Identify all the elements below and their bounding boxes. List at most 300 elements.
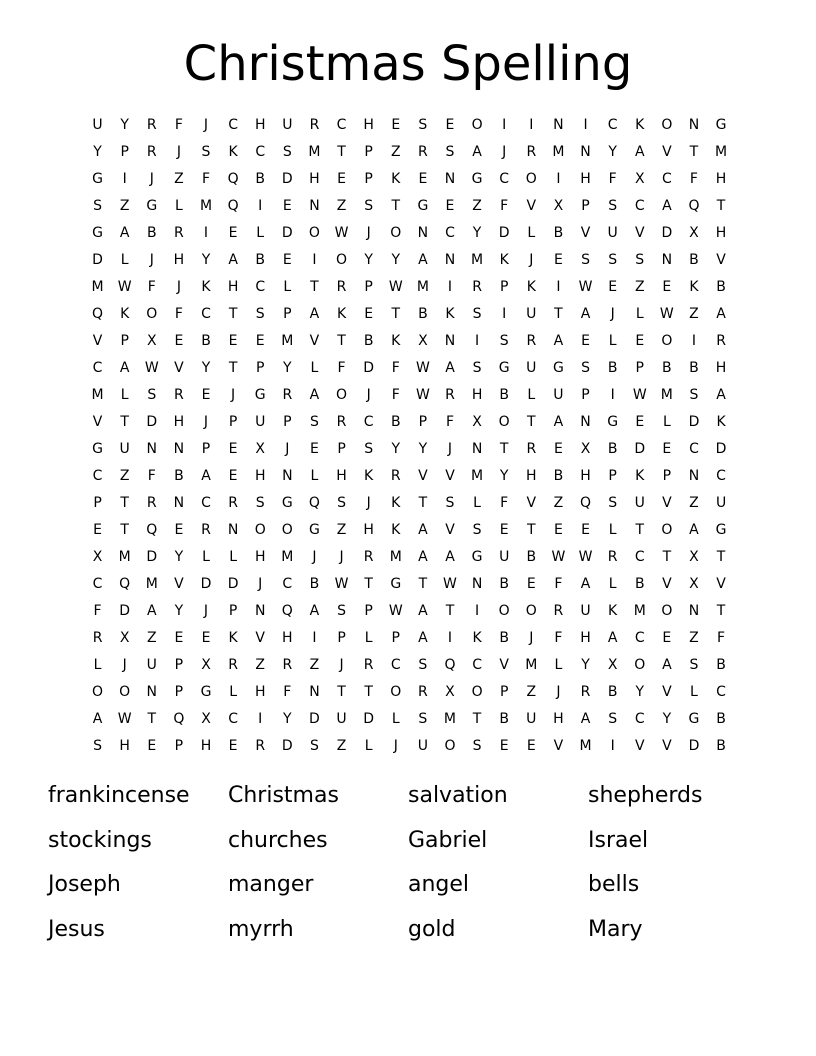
grid-cell[interactable]: G	[607, 414, 619, 430]
grid-cell[interactable]: J	[203, 117, 209, 133]
grid-cell[interactable]: H	[580, 171, 591, 187]
grid-cell[interactable]: V	[716, 252, 726, 268]
grid-cell[interactable]: G	[200, 684, 212, 700]
grid-cell[interactable]: A	[201, 468, 211, 484]
grid-cell[interactable]: M	[91, 279, 104, 295]
grid-cell[interactable]: S	[472, 522, 482, 538]
grid-cell[interactable]: Y	[472, 225, 482, 241]
grid-cell[interactable]: E	[526, 738, 536, 754]
grid-cell[interactable]: C	[201, 306, 211, 322]
grid-cell[interactable]: O	[498, 414, 510, 430]
grid-cell[interactable]: S	[418, 117, 428, 133]
grid-cell[interactable]: R	[363, 549, 374, 565]
grid-cell[interactable]: B	[553, 225, 564, 241]
grid-cell[interactable]: K	[445, 306, 455, 322]
grid-cell[interactable]: A	[607, 630, 618, 646]
grid-cell[interactable]: B	[201, 333, 211, 349]
grid-cell[interactable]: L	[120, 387, 129, 403]
grid-cell[interactable]: H	[282, 630, 293, 646]
grid-cell[interactable]: V	[309, 333, 320, 349]
grid-cell[interactable]: H	[580, 468, 591, 484]
grid-cell[interactable]: L	[608, 576, 617, 592]
grid-cell[interactable]: J	[447, 441, 453, 457]
grid-cell[interactable]: C	[390, 657, 401, 673]
grid-cell[interactable]: O	[254, 522, 266, 538]
grid-cell[interactable]: W	[443, 576, 457, 592]
grid-cell[interactable]: K	[364, 468, 374, 484]
grid-cell[interactable]: B	[689, 360, 699, 376]
grid-cell[interactable]: X	[472, 414, 482, 430]
grid-cell[interactable]: T	[120, 495, 129, 511]
grid-cell[interactable]: Y	[364, 252, 373, 268]
grid-cell[interactable]: J	[366, 225, 371, 241]
grid-cell[interactable]: L	[310, 360, 319, 376]
grid-cell[interactable]: T	[445, 603, 455, 619]
grid-cell[interactable]: B	[499, 630, 509, 646]
grid-cell[interactable]: J	[285, 441, 290, 457]
grid-cell[interactable]: U	[255, 414, 266, 430]
grid-cell[interactable]: D	[661, 225, 673, 241]
grid-cell[interactable]: G	[417, 198, 429, 214]
grid-cell[interactable]: R	[282, 387, 293, 403]
grid-cell[interactable]: R	[146, 495, 157, 511]
grid-cell[interactable]: V	[553, 738, 564, 754]
grid-cell[interactable]: I	[475, 603, 480, 619]
grid-cell[interactable]: T	[716, 198, 726, 214]
grid-cell[interactable]: E	[228, 333, 238, 349]
grid-cell[interactable]: P	[283, 306, 292, 322]
grid-cell[interactable]: D	[200, 576, 212, 592]
grid-cell[interactable]: O	[119, 684, 131, 700]
grid-cell[interactable]: K	[391, 171, 401, 187]
grid-cell[interactable]: G	[390, 576, 402, 592]
grid-cell[interactable]: O	[661, 603, 673, 619]
grid-cell[interactable]: D	[688, 414, 700, 430]
grid-cell[interactable]: A	[662, 198, 672, 214]
grid-cell[interactable]: I	[312, 252, 317, 268]
grid-cell[interactable]: F	[500, 198, 509, 214]
grid-cell[interactable]: J	[203, 414, 209, 430]
grid-cell[interactable]: W	[388, 603, 403, 619]
grid-cell[interactable]: Y	[499, 468, 509, 484]
grid-cell[interactable]: C	[255, 144, 266, 160]
grid-cell[interactable]: W	[578, 549, 593, 565]
grid-cell[interactable]: S	[282, 144, 292, 160]
grid-cell[interactable]: K	[526, 279, 536, 295]
grid-cell[interactable]: E	[391, 117, 401, 133]
grid-cell[interactable]: L	[690, 684, 698, 700]
grid-cell[interactable]: D	[634, 441, 646, 457]
grid-cell[interactable]: P	[337, 441, 346, 457]
grid-cell[interactable]: L	[527, 225, 536, 241]
grid-cell[interactable]: Z	[336, 522, 347, 538]
grid-cell[interactable]: T	[337, 684, 346, 700]
grid-cell[interactable]: C	[363, 414, 374, 430]
grid-cell[interactable]: R	[146, 144, 157, 160]
grid-cell[interactable]: S	[337, 603, 346, 619]
grid-cell[interactable]: J	[176, 144, 181, 160]
grid-cell[interactable]: V	[418, 468, 428, 484]
grid-cell[interactable]: G	[471, 171, 483, 187]
grid-cell[interactable]: A	[309, 306, 320, 322]
grid-cell[interactable]: B	[363, 333, 374, 349]
grid-cell[interactable]: G	[498, 360, 510, 376]
grid-cell[interactable]: Y	[391, 441, 401, 457]
grid-cell[interactable]: J	[149, 252, 154, 268]
grid-cell[interactable]: Q	[119, 576, 131, 592]
grid-cell[interactable]: W	[632, 387, 647, 403]
grid-cell[interactable]: M	[471, 468, 484, 484]
grid-cell[interactable]: W	[117, 279, 132, 295]
grid-cell[interactable]: M	[199, 198, 213, 214]
grid-cell[interactable]: X	[689, 225, 699, 241]
grid-cell[interactable]: A	[228, 252, 238, 268]
grid-cell[interactable]: V	[662, 738, 672, 754]
grid-cell[interactable]: R	[228, 657, 238, 673]
grid-cell[interactable]: N	[309, 198, 320, 214]
grid-cell[interactable]: M	[579, 738, 592, 754]
grid-cell[interactable]: Q	[146, 522, 158, 538]
grid-cell[interactable]: M	[145, 576, 158, 592]
grid-cell[interactable]: H	[227, 279, 239, 295]
grid-cell[interactable]: P	[174, 657, 184, 673]
grid-cell[interactable]: L	[120, 252, 129, 268]
grid-cell[interactable]: M	[91, 387, 104, 403]
grid-cell[interactable]: N	[688, 468, 700, 484]
grid-cell[interactable]: O	[336, 252, 348, 268]
grid-cell[interactable]: T	[391, 306, 401, 322]
grid-cell[interactable]: S	[608, 252, 618, 268]
grid-cell[interactable]: B	[716, 657, 726, 673]
grid-cell[interactable]: N	[146, 441, 158, 457]
grid-cell[interactable]: T	[120, 414, 129, 430]
grid-cell[interactable]: D	[715, 441, 727, 457]
grid-cell[interactable]: S	[689, 657, 699, 673]
grid-cell[interactable]: N	[580, 414, 591, 430]
grid-cell[interactable]: A	[309, 603, 320, 619]
grid-cell[interactable]: I	[203, 225, 209, 241]
grid-cell[interactable]: J	[529, 630, 534, 646]
grid-cell[interactable]: S	[309, 414, 319, 430]
grid-cell[interactable]: T	[527, 522, 536, 538]
grid-cell[interactable]: F	[174, 306, 183, 322]
grid-cell[interactable]: S	[499, 333, 509, 349]
grid-cell[interactable]: J	[366, 495, 371, 511]
grid-cell[interactable]: R	[363, 657, 374, 673]
grid-cell[interactable]: Q	[227, 171, 239, 187]
grid-cell[interactable]: B	[689, 252, 699, 268]
grid-cell[interactable]: R	[607, 549, 618, 565]
grid-cell[interactable]: H	[580, 630, 591, 646]
grid-cell[interactable]: A	[553, 414, 564, 430]
grid-cell[interactable]: T	[716, 549, 726, 565]
grid-cell[interactable]: T	[472, 711, 482, 727]
grid-cell[interactable]: X	[255, 441, 265, 457]
grid-cell[interactable]: Z	[309, 657, 320, 673]
grid-cell[interactable]: N	[309, 684, 320, 700]
grid-cell[interactable]: X	[553, 198, 564, 214]
grid-cell[interactable]: N	[282, 468, 293, 484]
grid-cell[interactable]: M	[281, 549, 294, 565]
grid-cell[interactable]: R	[526, 144, 537, 160]
grid-cell[interactable]: O	[444, 738, 456, 754]
grid-cell[interactable]: R	[472, 279, 482, 295]
grid-cell[interactable]: O	[471, 684, 483, 700]
grid-cell[interactable]: T	[635, 522, 645, 538]
grid-cell[interactable]: C	[689, 441, 699, 457]
grid-cell[interactable]: D	[146, 549, 158, 565]
grid-cell[interactable]: A	[92, 711, 103, 727]
grid-cell[interactable]: F	[93, 603, 102, 619]
grid-cell[interactable]: B	[418, 306, 428, 322]
grid-cell[interactable]: S	[608, 495, 618, 511]
grid-cell[interactable]: A	[418, 252, 428, 268]
grid-cell[interactable]: Z	[336, 198, 347, 214]
grid-cell[interactable]: P	[364, 171, 373, 187]
grid-cell[interactable]: U	[336, 711, 347, 727]
grid-cell[interactable]: X	[201, 657, 211, 673]
grid-cell[interactable]: U	[553, 387, 564, 403]
grid-cell[interactable]: U	[282, 117, 293, 133]
grid-cell[interactable]: B	[390, 414, 401, 430]
grid-cell[interactable]: P	[364, 144, 373, 160]
grid-cell[interactable]: E	[228, 225, 238, 241]
grid-cell[interactable]: G	[281, 495, 293, 511]
grid-cell[interactable]: Y	[391, 252, 401, 268]
grid-cell[interactable]: B	[499, 576, 509, 592]
grid-cell[interactable]: N	[146, 684, 158, 700]
grid-cell[interactable]: C	[282, 576, 293, 592]
grid-cell[interactable]: K	[336, 306, 347, 322]
grid-cell[interactable]: Z	[119, 468, 130, 484]
grid-cell[interactable]: Z	[336, 738, 347, 754]
grid-cell[interactable]: C	[716, 684, 726, 700]
grid-cell[interactable]: D	[688, 738, 700, 754]
grid-cell[interactable]: U	[526, 306, 537, 322]
grid-cell[interactable]: Y	[174, 603, 184, 619]
grid-cell[interactable]: K	[120, 306, 130, 322]
grid-cell[interactable]: C	[634, 549, 645, 565]
grid-cell[interactable]: C	[228, 117, 238, 133]
grid-cell[interactable]: L	[608, 522, 617, 538]
grid-cell[interactable]: L	[662, 414, 671, 430]
grid-cell[interactable]: J	[502, 144, 507, 160]
grid-cell[interactable]: F	[500, 495, 509, 511]
grid-cell[interactable]: P	[283, 414, 292, 430]
grid-cell[interactable]: F	[391, 387, 400, 403]
grid-cell[interactable]: T	[337, 333, 346, 349]
grid-cell[interactable]: I	[583, 117, 588, 133]
grid-cell[interactable]: V	[662, 144, 672, 160]
grid-cell[interactable]: M	[308, 144, 321, 160]
grid-cell[interactable]: N	[254, 603, 266, 619]
grid-cell[interactable]: E	[662, 279, 672, 295]
grid-cell[interactable]: B	[309, 576, 320, 592]
grid-cell[interactable]: A	[689, 522, 699, 538]
grid-cell[interactable]: U	[526, 360, 537, 376]
grid-cell[interactable]: R	[526, 333, 537, 349]
grid-cell[interactable]: D	[227, 576, 239, 592]
grid-cell[interactable]: F	[554, 576, 563, 592]
grid-cell[interactable]: R	[716, 333, 726, 349]
grid-cell[interactable]: A	[445, 549, 455, 565]
grid-cell[interactable]: H	[119, 738, 130, 754]
grid-cell[interactable]: Z	[146, 630, 157, 646]
grid-cell[interactable]: G	[715, 522, 727, 538]
grid-cell[interactable]: T	[662, 549, 672, 565]
grid-cell[interactable]: O	[634, 657, 646, 673]
grid-cell[interactable]: Z	[689, 630, 699, 646]
grid-cell[interactable]: U	[417, 738, 428, 754]
grid-cell[interactable]: H	[715, 360, 727, 376]
grid-cell[interactable]: C	[716, 468, 726, 484]
grid-cell[interactable]: L	[473, 495, 481, 511]
grid-cell[interactable]: E	[445, 198, 455, 214]
grid-cell[interactable]: Y	[635, 684, 645, 700]
grid-cell[interactable]: M	[118, 549, 131, 565]
grid-cell[interactable]: A	[634, 144, 645, 160]
grid-cell[interactable]: Q	[173, 711, 185, 727]
grid-cell[interactable]: J	[176, 279, 181, 295]
grid-cell[interactable]: O	[661, 522, 673, 538]
grid-cell[interactable]: D	[309, 711, 320, 727]
grid-cell[interactable]: X	[418, 333, 428, 349]
grid-cell[interactable]: O	[336, 387, 348, 403]
grid-cell[interactable]: L	[364, 630, 373, 646]
grid-cell[interactable]: I	[502, 306, 507, 322]
grid-cell[interactable]: P	[201, 441, 211, 457]
grid-cell[interactable]: J	[122, 657, 127, 673]
grid-cell[interactable]: D	[363, 360, 375, 376]
grid-cell[interactable]: A	[418, 522, 428, 538]
grid-cell[interactable]: Y	[581, 657, 590, 673]
grid-cell[interactable]: I	[258, 711, 263, 727]
grid-cell[interactable]: I	[529, 117, 534, 133]
grid-cell[interactable]: R	[445, 387, 455, 403]
grid-cell[interactable]: M	[416, 279, 429, 295]
grid-cell[interactable]: L	[174, 198, 183, 214]
grid-cell[interactable]: M	[389, 549, 402, 565]
grid-cell[interactable]: K	[608, 603, 618, 619]
grid-cell[interactable]: X	[689, 549, 699, 565]
grid-cell[interactable]: N	[580, 144, 591, 160]
grid-cell[interactable]: W	[117, 711, 132, 727]
grid-cell[interactable]: K	[472, 630, 482, 646]
grid-cell[interactable]: E	[174, 522, 184, 538]
grid-cell[interactable]: H	[715, 171, 727, 187]
grid-cell[interactable]: K	[391, 522, 401, 538]
grid-cell[interactable]: P	[228, 414, 238, 430]
grid-cell[interactable]: B	[716, 279, 726, 295]
grid-cell[interactable]: X	[119, 630, 130, 646]
grid-cell[interactable]: I	[447, 279, 453, 295]
grid-cell[interactable]: W	[415, 360, 430, 376]
grid-cell[interactable]: N	[688, 117, 700, 133]
grid-cell[interactable]: R	[418, 144, 428, 160]
grid-cell[interactable]: J	[366, 387, 371, 403]
grid-cell[interactable]: N	[553, 117, 564, 133]
grid-cell[interactable]: V	[92, 414, 103, 430]
grid-cell[interactable]: K	[499, 252, 509, 268]
grid-cell[interactable]: S	[608, 711, 618, 727]
grid-cell[interactable]: I	[556, 279, 561, 295]
grid-cell[interactable]: G	[471, 549, 483, 565]
grid-cell[interactable]: R	[92, 630, 103, 646]
grid-cell[interactable]: H	[173, 414, 185, 430]
grid-cell[interactable]: S	[255, 495, 265, 511]
grid-cell[interactable]: W	[144, 360, 159, 376]
grid-cell[interactable]: P	[662, 468, 672, 484]
grid-cell[interactable]: O	[92, 684, 104, 700]
grid-cell[interactable]: W	[578, 279, 593, 295]
grid-cell[interactable]: E	[147, 738, 157, 754]
grid-cell[interactable]: L	[391, 711, 400, 727]
grid-cell[interactable]: S	[689, 387, 699, 403]
grid-cell[interactable]: P	[391, 630, 400, 646]
grid-cell[interactable]: L	[229, 549, 237, 565]
grid-cell[interactable]: H	[309, 171, 320, 187]
grid-cell[interactable]: C	[499, 171, 510, 187]
grid-cell[interactable]: Y	[201, 252, 211, 268]
grid-cell[interactable]: R	[174, 225, 184, 241]
grid-cell[interactable]: F	[689, 171, 698, 187]
grid-cell[interactable]: E	[310, 441, 319, 457]
grid-cell[interactable]: Z	[526, 684, 537, 700]
grid-cell[interactable]: A	[445, 360, 455, 376]
grid-cell[interactable]: P	[581, 198, 590, 214]
grid-cell[interactable]: H	[254, 468, 266, 484]
grid-cell[interactable]: K	[201, 279, 211, 295]
grid-cell[interactable]: F	[147, 279, 156, 295]
grid-cell[interactable]: U	[580, 603, 591, 619]
grid-cell[interactable]: G	[92, 225, 103, 241]
grid-cell[interactable]: B	[607, 684, 618, 700]
grid-cell[interactable]: B	[499, 711, 509, 727]
grid-cell[interactable]: S	[201, 144, 211, 160]
grid-cell[interactable]: O	[498, 603, 510, 619]
grid-cell[interactable]: B	[255, 252, 266, 268]
grid-cell[interactable]: Q	[308, 495, 320, 511]
grid-cell[interactable]: V	[499, 657, 509, 673]
grid-cell[interactable]: E	[581, 333, 590, 349]
grid-cell[interactable]: P	[93, 495, 102, 511]
grid-cell[interactable]: A	[580, 576, 591, 592]
grid-cell[interactable]: T	[499, 441, 509, 457]
grid-cell[interactable]: R	[526, 441, 537, 457]
grid-cell[interactable]: E	[499, 738, 509, 754]
grid-cell[interactable]: H	[254, 549, 266, 565]
grid-cell[interactable]: V	[445, 468, 455, 484]
grid-cell[interactable]: B	[716, 711, 726, 727]
grid-cell[interactable]: S	[472, 306, 482, 322]
grid-cell[interactable]: K	[689, 279, 699, 295]
grid-cell[interactable]: E	[608, 279, 618, 295]
grid-cell[interactable]: N	[173, 441, 185, 457]
grid-cell[interactable]: Z	[553, 495, 564, 511]
grid-cell[interactable]: M	[633, 603, 646, 619]
grid-cell[interactable]: G	[146, 198, 158, 214]
grid-cell[interactable]: V	[662, 495, 672, 511]
grid-cell[interactable]: G	[552, 360, 564, 376]
grid-cell[interactable]: N	[471, 441, 483, 457]
grid-cell[interactable]: O	[390, 684, 402, 700]
grid-cell[interactable]: K	[228, 144, 238, 160]
grid-cell[interactable]: E	[499, 522, 509, 538]
grid-cell[interactable]: W	[415, 387, 430, 403]
grid-cell[interactable]: J	[312, 549, 317, 565]
grid-cell[interactable]: E	[635, 414, 645, 430]
grid-cell[interactable]: V	[526, 495, 537, 511]
